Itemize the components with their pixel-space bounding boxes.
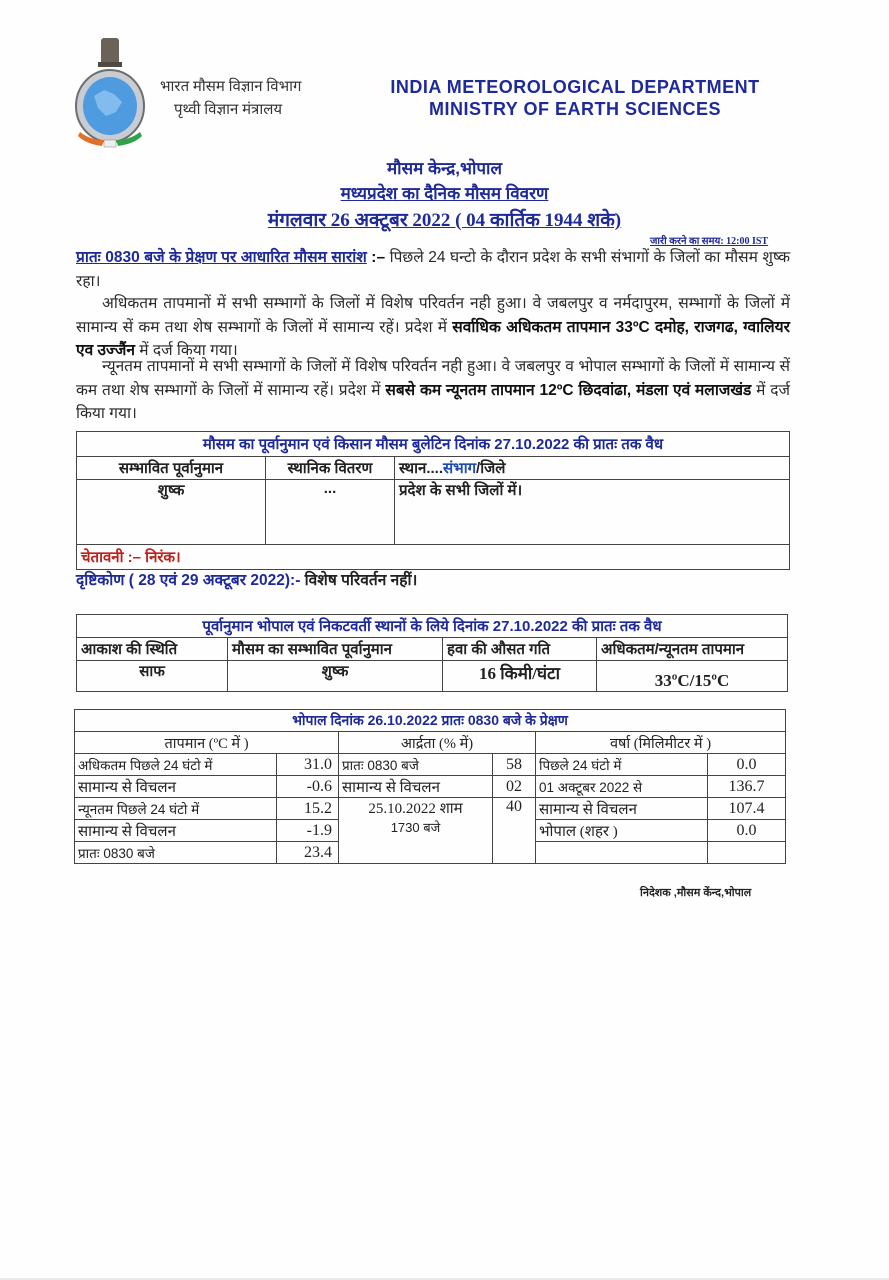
max-temp-paragraph <box>76 292 790 363</box>
header-max-min-temp: अधिकतम/न्यूनतम तापमान <box>597 638 788 661</box>
summary-separator: :– <box>366 249 390 266</box>
max-min-temp-value: 33ºC/15ºC <box>597 661 788 692</box>
centre-title: मौसम केन्द्र,भोपाल <box>387 159 502 178</box>
header-expected-weather: मौसम का सम्भावित पूर्वानुमान <box>228 638 443 661</box>
temp-label: सामान्य से विचलन <box>75 820 277 842</box>
humidity-label-date: 25.10.2022 शाम <box>368 801 463 817</box>
humidity-header: आर्द्रता (% में) <box>339 732 536 754</box>
temp-value: -0.6 <box>277 776 339 798</box>
humidity-label <box>339 798 493 864</box>
hindi-org-line1: भारत मौसम विज्ञान विभाग <box>160 79 302 95</box>
humidity-value: 40 <box>493 798 536 864</box>
hindi-org-name <box>160 76 301 122</box>
col-place <box>395 457 790 480</box>
humidity-label-time: 1730 बजे <box>390 820 441 835</box>
rain-label: पिछले 24 घंटो में <box>536 754 708 776</box>
temp-value: 31.0 <box>277 754 339 776</box>
english-org-line2: MINISTRY OF EARTH SCIENCES <box>428 99 722 119</box>
min-temp-highlight: सबसे कम न्यूनतम तापमान 12ºC छिदवांढा, मंडला एवं मलाजखंड <box>385 381 752 399</box>
rain-label: सामान्य से विचलन <box>536 798 708 820</box>
distribution-value: ... <box>266 480 395 545</box>
sky-condition-value: साफ <box>77 661 228 692</box>
header-sky-condition: आकाश की स्थिति <box>77 638 228 661</box>
outlook-text: विशेष परिवर्तन नहीं। <box>300 572 418 589</box>
rain-label: 01 अक्टूबर 2022 से <box>536 776 708 798</box>
header-wind-speed: हवा की औसत गति <box>443 638 597 661</box>
humidity-label: प्रातः 0830 बजे <box>339 754 493 776</box>
max-temp-tail: में दर्ज किया गया। <box>134 342 238 359</box>
wind-speed-value: 16 किमी/घंटा <box>443 661 597 692</box>
rainfall-header: वर्षा (मिलिमीटर में ) <box>536 732 786 754</box>
place-value: प्रदेश के सभी जिलों में। <box>395 480 790 545</box>
expected-weather-value: शुष्क <box>228 661 443 692</box>
summary-text: पिछले 24 घन्टो के दौरान प्रदेश के सभी संभागों के जिलों का मौसम शुष्क रहा। <box>76 249 790 290</box>
temp-label: न्यूनतम पिछले 24 घंटो में <box>75 798 277 820</box>
report-date: मंगलवार 26 अक्टूबर 2022 ( 04 कार्तिक 1944 शके) <box>267 210 622 231</box>
english-org-name <box>370 76 780 120</box>
report-title: मध्यप्रदेश का दैनिक मौसम विवरण <box>340 184 549 203</box>
forecast-table-title: मौसम का पूर्वानुमान एवं किसान मौसम बुलेटिन दिनांक 27.10.2022 की प्रातः तक वैध <box>77 432 790 457</box>
temp-value: 23.4 <box>277 842 339 864</box>
rain-label: भोपाल (शहर ) <box>536 820 708 842</box>
humidity-label: सामान्य से विचलन <box>339 776 493 798</box>
min-temp-paragraph <box>76 355 790 426</box>
col-place-c: /जिले <box>476 460 506 477</box>
max-temp-text: अधिकतम तापमानों में सभी सम्भागों के जिलों में विशेष परिवर्तन नही हुआ। वे जबलपुर व नर्मदापुरम, सम्भागों के जिलों में सामान्य सें कम तथा शेष सम्भागों के जिलों में सामान्य रहें। प्रदेश में <box>76 295 790 336</box>
temp-label: सामान्य से विचलन <box>75 776 277 798</box>
bhopal-forecast-table <box>76 614 788 692</box>
warning-row: चेतावनी :– निरंक। <box>77 545 790 570</box>
min-temp-tail: में दर्ज किया गया। <box>76 381 790 422</box>
temperature-header: तापमान (ºC में ) <box>75 732 339 754</box>
rain-value-empty <box>708 842 786 864</box>
observation-row <box>75 776 786 798</box>
rain-value: 0.0 <box>708 754 786 776</box>
rain-value: 107.4 <box>708 798 786 820</box>
rain-value: 0.0 <box>708 820 786 842</box>
outlook-label: दृष्टिकोण ( 28 एवं 29 अक्टूबर 2022):- <box>76 572 301 589</box>
humidity-value: 58 <box>493 754 536 776</box>
observations-title: भोपाल दिनांक 26.10.2022 प्रातः 0830 बजे के प्रेक्षण <box>75 710 786 732</box>
signature: निदेशक ,मौसम केंन्द,भोपाल <box>640 887 752 899</box>
observation-row <box>75 798 786 820</box>
observation-row <box>75 754 786 776</box>
min-temp-text: न्यूनतम तापमानों मे सभी सम्भागों के जिलों में विशेष परिवर्तन नही हुआ। वे जबलपुर व भोपाल सम्भागों के जिलों में सामान्य सें कम तथा शेष सम्भागों के जिलों में सामान्य रहें। प्रदेश में <box>76 358 790 399</box>
col-spatial-distribution: स्थानिक वितरण <box>266 457 395 480</box>
issue-time: जारी करने का समय: 12:00 IST <box>650 236 769 247</box>
bhopal-observations-table <box>74 709 786 864</box>
outlook-line <box>76 568 417 590</box>
rain-label-empty <box>536 842 708 864</box>
summary-paragraph <box>76 246 790 293</box>
humidity-value: 02 <box>493 776 536 798</box>
col-place-b: संभाग <box>443 460 477 477</box>
summary-label: प्रातः 0830 बजे के प्रेक्षण पर आधारित मौसम सारांश <box>76 249 367 266</box>
temp-value: -1.9 <box>277 820 339 842</box>
max-temp-highlight: सर्वाधिक अधिकतम तापमान 33ºC दमोह, राजगढ, ग्वालियर एव उज्जैंन <box>76 318 790 359</box>
imd-emblem-logo <box>70 36 150 151</box>
rain-value: 136.7 <box>708 776 786 798</box>
forecast-value: शुष्क <box>77 480 266 545</box>
col-place-a: स्थान.... <box>399 460 444 477</box>
forecast-bulletin-table <box>76 431 790 570</box>
english-org-line1: INDIA METEOROLOGICAL DEPARTMENT <box>390 77 760 97</box>
temp-value: 15.2 <box>277 798 339 820</box>
col-expected-forecast: सम्भावित पूर्वानुमान <box>77 457 266 480</box>
temp-label: अधिकतम पिछले 24 घंटो में <box>75 754 277 776</box>
hindi-org-line2: पृथ्वी विज्ञान मंत्रालय <box>174 102 283 118</box>
bhopal-forecast-title: पूर्वानुमान भोपाल एवं निकटवर्ती स्थानों के लिये दिनांक 27.10.2022 की प्रातः तक वैध <box>77 615 788 638</box>
temp-label: प्रातः 0830 बजे <box>75 842 277 864</box>
